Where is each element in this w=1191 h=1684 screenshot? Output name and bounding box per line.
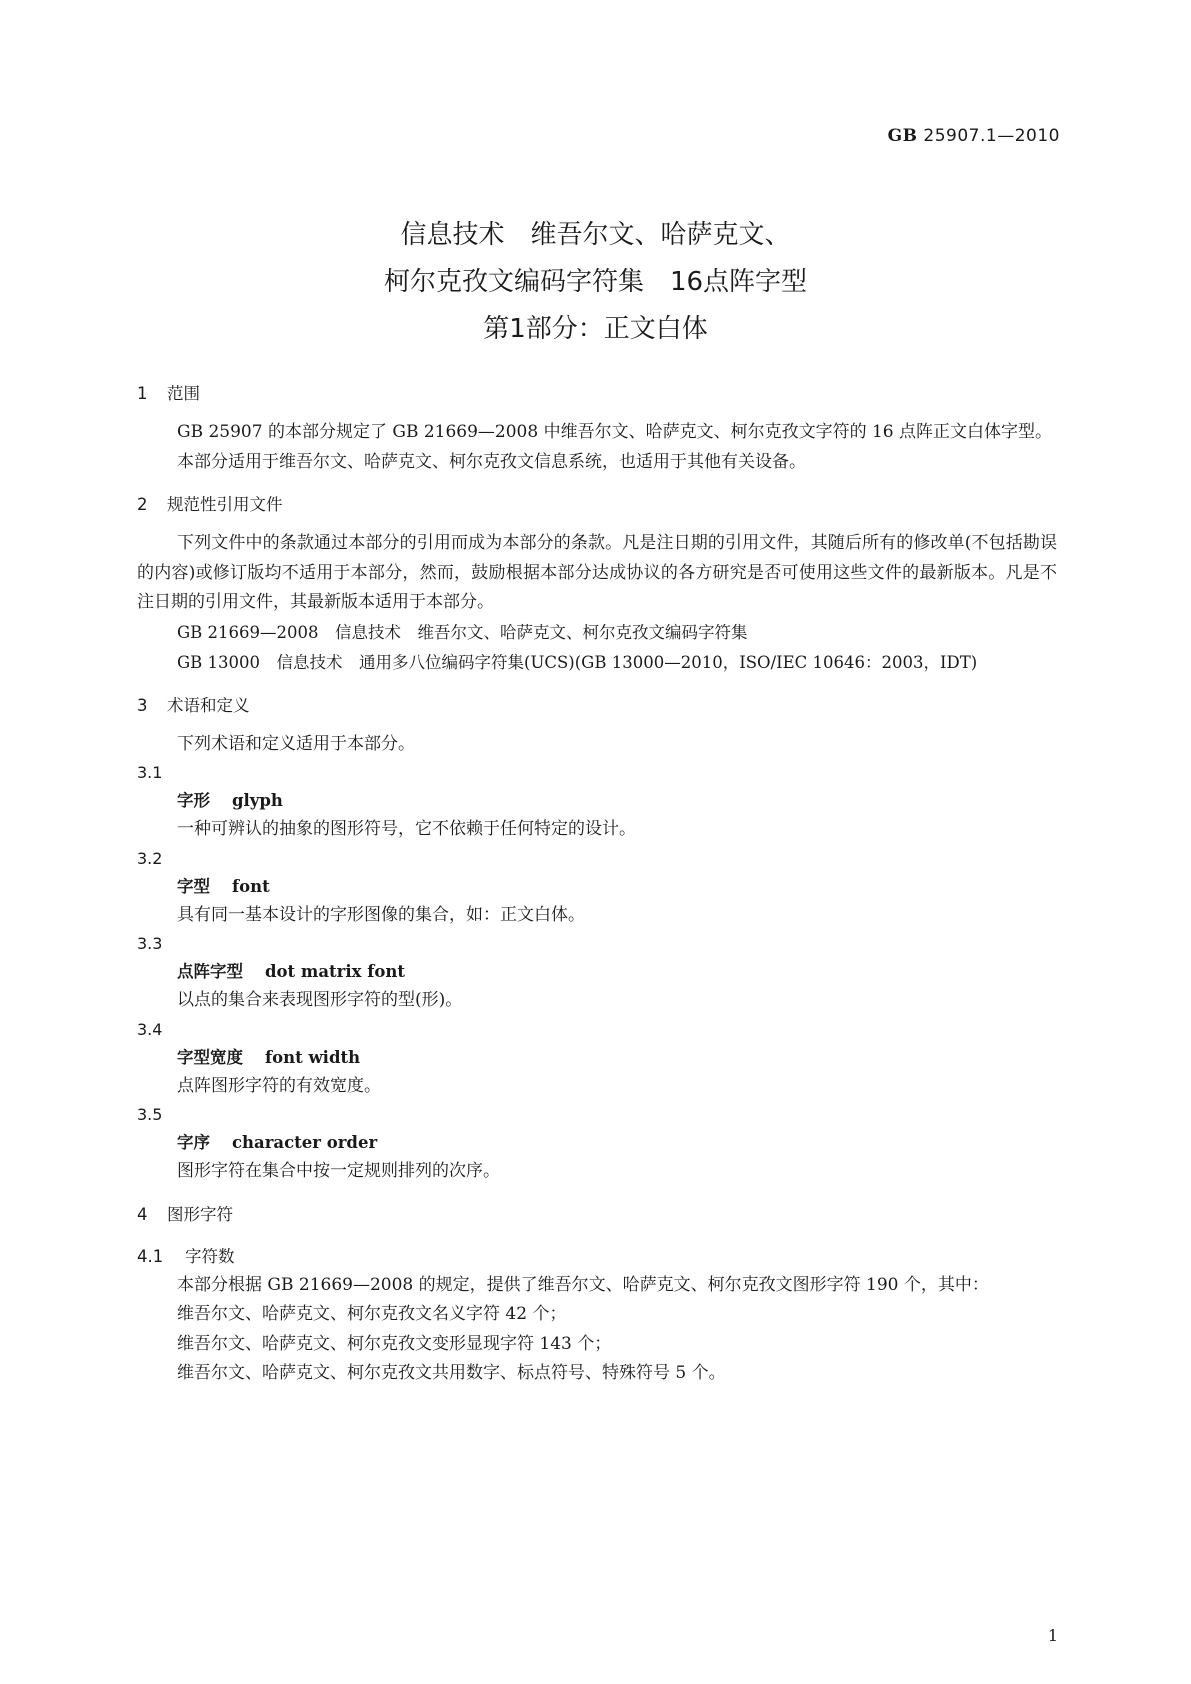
section-number: 3	[137, 695, 148, 715]
section-number: 2	[137, 495, 148, 514]
section-1-paragraph-2: 本部分适用于维吾尔文、哈萨克文、柯尔克孜文信息系统，也适用于其他有关设备。	[177, 451, 806, 472]
term-name	[137, 873, 1057, 901]
title-line-2: 柯尔克孜文编码字符集 16点阵字型	[383, 267, 808, 297]
normative-reference-1: GB 21669—2008 信息技术 维吾尔文、哈萨克文、柯尔克孜文编码字符集	[177, 622, 748, 642]
term-number: 3.2	[137, 848, 163, 868]
normative-reference-2: GB 13000 信息技术 通用多八位编码字符集(UCS)(GB 13000—2010，ISO/IEC 10646：2003，IDT)	[177, 652, 978, 672]
term-definition: 具有同一基本设计的字形图像的集合，如：正文白体。	[177, 904, 585, 925]
subsection-title: 字符数	[185, 1246, 235, 1266]
term-name	[137, 1129, 1057, 1157]
subsection-number: 4.1	[137, 1246, 164, 1266]
term-number: 3.1	[137, 763, 163, 782]
section-number: 4	[137, 1204, 148, 1224]
term-cn: 字型	[177, 876, 210, 896]
title-line-1: 信息技术 维吾尔文、哈萨克文、	[400, 220, 791, 250]
section-3-intro: 下列术语和定义适用于本部分。	[177, 733, 415, 754]
standard-number	[888, 126, 1060, 146]
title-line-3: 第1部分：正文白体	[483, 314, 708, 344]
section-title: 术语和定义	[167, 695, 250, 715]
section-1-heading	[137, 380, 1057, 408]
character-count-line: 维吾尔文、哈萨克文、柯尔克孜文名义字符 42 个；	[177, 1304, 567, 1324]
term-entry	[137, 759, 1057, 845]
term-definition: 点阵图形字符的有效宽度。	[177, 1075, 381, 1096]
page-number: 1	[1047, 1626, 1058, 1645]
term-number: 3.5	[137, 1105, 163, 1124]
term-en: dot matrix font	[265, 962, 405, 981]
section-3-heading	[137, 692, 1057, 720]
section-title: 规范性引用文件	[167, 495, 283, 514]
term-definition: 以点的集合来表现图形字符的型(形)。	[177, 990, 463, 1010]
section-4-heading	[137, 1201, 1057, 1229]
term-definition: 图形字符在集合中按一定规则排列的次序。	[177, 1161, 500, 1181]
character-count-line: 维吾尔文、哈萨克文、柯尔克孜文变形显现字符 143 个；	[177, 1333, 612, 1354]
standard-prefix: GB	[887, 126, 918, 146]
term-cn: 字型宽度	[177, 1047, 243, 1067]
term-entry	[137, 1101, 1057, 1187]
character-count-line: 本部分根据 GB 21669—2008 的规定，提供了维吾尔文、哈萨克文、柯尔克孜文图形字符 190 个，其中：	[177, 1274, 989, 1295]
term-number: 3.4	[137, 1019, 163, 1039]
section-title: 范围	[167, 384, 200, 403]
term-entry	[137, 1016, 1057, 1102]
term-en: font width	[265, 1047, 361, 1067]
term-cn: 点阵字型	[177, 962, 243, 981]
section-number: 1	[137, 384, 148, 403]
section-2-heading	[137, 491, 1057, 519]
section-2-paragraph-1: 下列文件中的条款通过本部分的引用而成为本部分的条款。凡是注日期的引用文件，其随后所有的修改单(不包括勘误的内容)或修订版均不适用于本部分，然而，鼓励根据本部分达成协议的各方研究是否可使用这些文件的最新版本。凡是不注日期的引用文件，其最新版本适用于本部分。	[137, 533, 1057, 612]
document-title	[0, 212, 1191, 353]
term-number: 3.3	[137, 934, 163, 953]
term-cn: 字序	[177, 1133, 210, 1152]
document-body	[137, 380, 1057, 1389]
section-1-paragraph-1: GB 25907 的本部分规定了 GB 21669—2008 中维吾尔文、哈萨克文、柯尔克孜文字符的 16 点阵正文白体字型。	[177, 422, 1053, 442]
term-en: character order	[232, 1133, 378, 1152]
term-en: glyph	[232, 791, 283, 810]
term-name	[137, 787, 1057, 815]
term-entry	[137, 930, 1057, 1016]
term-en: font	[232, 876, 270, 896]
term-definition: 一种可辨认的抽象的图形符号，它不依赖于任何特定的设计。	[177, 819, 636, 839]
standard-code: 25907.1—2010	[923, 126, 1060, 146]
term-name	[137, 1044, 1057, 1072]
term-entry	[137, 845, 1057, 931]
term-name	[137, 958, 1057, 986]
term-cn: 字形	[177, 791, 210, 810]
section-title: 图形字符	[167, 1204, 233, 1224]
character-count-line: 维吾尔文、哈萨克文、柯尔克孜文共用数字、标点符号、特殊符号 5 个。	[177, 1363, 726, 1383]
subsection-4-1-heading	[137, 1243, 1057, 1271]
